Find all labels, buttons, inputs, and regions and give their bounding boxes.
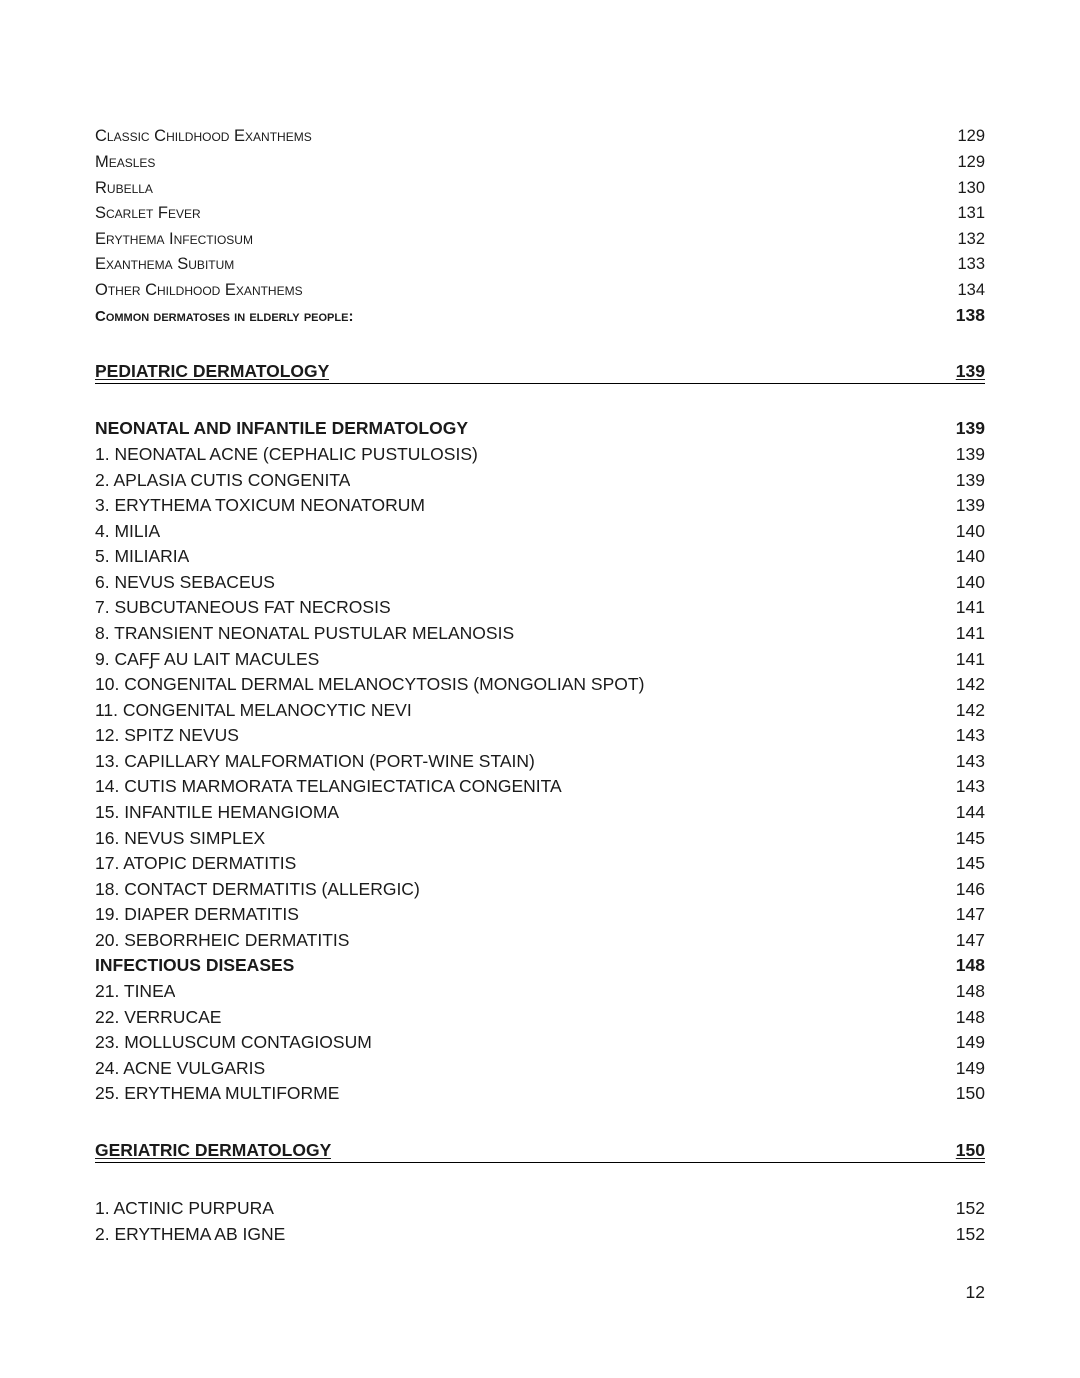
toc-entry-page: 148 xyxy=(955,981,985,1001)
toc-entry xyxy=(95,595,985,619)
toc-entry-label: Scarlet Fever xyxy=(95,204,201,222)
toc-entry-page: 143 xyxy=(955,725,985,745)
toc-entry xyxy=(95,1005,985,1029)
toc-entry-page: 132 xyxy=(957,230,985,248)
toc-entry xyxy=(95,647,985,671)
toc-entry-page: 148 xyxy=(955,1007,985,1027)
toc-entry xyxy=(95,227,985,251)
toc-entry-page: 130 xyxy=(957,179,985,197)
toc-entry xyxy=(95,519,985,543)
toc-entry-label: 20. SEBORRHEIC DERMATITIS xyxy=(95,930,350,950)
toc-section-page: 150 xyxy=(955,1140,985,1160)
toc-entry xyxy=(95,278,985,302)
toc-entry-label: 22. VERRUCAE xyxy=(95,1007,222,1027)
toc-entry-label: 12. SPITZ NEVUS xyxy=(95,725,239,745)
toc-entry-page: 134 xyxy=(957,281,985,299)
toc-entry xyxy=(95,252,985,276)
toc-entry-page: 129 xyxy=(957,153,985,171)
toc-entry-page: 146 xyxy=(955,879,985,899)
toc-entry xyxy=(95,928,985,952)
toc-entry-page: 131 xyxy=(957,204,985,222)
toc-entry-page: 133 xyxy=(957,255,985,273)
toc-entry-label: 11. CONGENITAL MELANOCYTIC NEVI xyxy=(95,700,412,720)
toc-entry-label: 17. ATOPIC DERMATITIS xyxy=(95,853,297,873)
toc-entry xyxy=(95,1030,985,1054)
toc-entry xyxy=(95,150,985,174)
toc-entry xyxy=(95,902,985,926)
toc-section-heading xyxy=(95,1138,985,1163)
toc-entry xyxy=(95,124,985,148)
toc-entry-page: 147 xyxy=(955,930,985,950)
toc-entry-label: 16. NEVUS SIMPLEX xyxy=(95,828,266,848)
toc-entry-label: 18. CONTACT DERMATITIS (ALLERGIC) xyxy=(95,879,420,899)
toc-entry-label: Measles xyxy=(95,153,156,171)
toc-entry-page: 140 xyxy=(955,546,985,566)
toc-entry-page: 141 xyxy=(955,649,985,669)
toc-entry xyxy=(95,621,985,645)
toc-entry-label: Exanthema Subitum xyxy=(95,255,235,273)
toc-entry-page: 142 xyxy=(955,700,985,720)
toc-entry-page: 145 xyxy=(955,853,985,873)
toc-section-title: PEDIATRIC DERMATOLOGY xyxy=(95,361,330,381)
toc-section-title: GERIATRIC DERMATOLOGY xyxy=(95,1140,332,1160)
toc-entry-page: 139 xyxy=(955,470,985,490)
toc-entry xyxy=(95,1056,985,1080)
toc-entry-page: 150 xyxy=(955,1083,985,1103)
toc-entry-label: INFECTIOUS DISEASES xyxy=(95,955,295,975)
toc-entry-label: 14. CUTIS MARMORATA TELANGIECTATICA CONGENITA xyxy=(95,776,562,796)
toc-entry-page: 141 xyxy=(955,597,985,617)
toc-entry xyxy=(95,774,985,798)
toc-subheading xyxy=(95,303,985,327)
toc-entry-label: 23. MOLLUSCUM CONTAGIOSUM xyxy=(95,1032,372,1052)
toc-section-heading xyxy=(95,359,985,384)
toc-entry-page: 140 xyxy=(955,572,985,592)
toc-entry xyxy=(95,1222,985,1246)
toc-entry-page: 144 xyxy=(955,802,985,822)
toc-entry xyxy=(95,468,985,492)
toc-entry xyxy=(95,1081,985,1105)
toc-entry xyxy=(95,800,985,824)
toc-entry xyxy=(95,176,985,200)
toc-entry-label: 19. DIAPER DERMATITIS xyxy=(95,904,299,924)
toc-entry xyxy=(95,877,985,901)
toc-entry-label: 6. NEVUS SEBACEUS xyxy=(95,572,275,592)
toc-entry-label: Other Childhood Exanthems xyxy=(95,281,303,299)
toc-entry-label: 5. MILIARIA xyxy=(95,546,190,566)
toc-entry-label: NEONATAL AND INFANTILE DERMATOLOGY xyxy=(95,418,469,438)
toc-entry xyxy=(95,544,985,568)
toc-entry-page: 140 xyxy=(955,521,985,541)
toc-entry-label: 13. CAPILLARY MALFORMATION (PORT-WINE STAIN) xyxy=(95,751,535,771)
toc-entry xyxy=(95,749,985,773)
toc-entry xyxy=(95,493,985,517)
toc-subheading xyxy=(95,416,985,440)
toc-entry xyxy=(95,826,985,850)
toc-entry-label: 24. ACNE VULGARIS xyxy=(95,1058,266,1078)
toc-entry-label: Erythema Infectiosum xyxy=(95,230,253,248)
toc-entry-label: 21. TINEA xyxy=(95,981,176,1001)
toc-entry-label: Common dermatoses in elderly people: xyxy=(95,308,354,325)
toc-entry xyxy=(95,851,985,875)
toc-entry-label: 3. ERYTHEMA TOXICUM NEONATORUM xyxy=(95,495,425,515)
toc-entry-label: 8. TRANSIENT NEONATAL PUSTULAR MELANOSIS xyxy=(95,623,515,643)
toc-entry-page: 143 xyxy=(955,751,985,771)
toc-entry-page: 142 xyxy=(955,674,985,694)
toc-entry-label: 2. ERYTHEMA AB IGNE xyxy=(95,1224,286,1244)
toc-entry-label: 2. APLASIA CUTIS CONGENITA xyxy=(95,470,351,490)
toc-entry-page: 139 xyxy=(955,418,985,438)
toc-entry-page: 147 xyxy=(955,904,985,924)
toc-entry-page: 143 xyxy=(955,776,985,796)
toc-entry-page: 149 xyxy=(955,1032,985,1052)
toc-entry-page: 141 xyxy=(955,623,985,643)
toc-entry-label: 7. SUBCUTANEOUS FAT NECROSIS xyxy=(95,597,391,617)
toc-entry-page: 149 xyxy=(955,1058,985,1078)
toc-entry-label: Rubella xyxy=(95,179,153,197)
toc-subheading xyxy=(95,953,985,977)
toc-entry xyxy=(95,442,985,466)
toc-entry-label: 15. INFANTILE HEMANGIOMA xyxy=(95,802,340,822)
toc-entry xyxy=(95,723,985,747)
page-number: 12 xyxy=(965,1282,985,1302)
toc-entry-page: 145 xyxy=(955,828,985,848)
toc-entry xyxy=(95,570,985,594)
toc-entry xyxy=(95,1196,985,1220)
toc-entry-page: 139 xyxy=(955,495,985,515)
toc-entry-label: 9. CAFƑ AU LAIT MACULES xyxy=(95,649,320,669)
toc-entry-page: 152 xyxy=(955,1198,985,1218)
toc-entry-label: 25. ERYTHEMA MULTIFORME xyxy=(95,1083,340,1103)
toc-entry-label: 1. NEONATAL ACNE (CEPHALIC PUSTULOSIS) xyxy=(95,444,478,464)
toc-entry xyxy=(95,979,985,1003)
toc-entry-page: 129 xyxy=(957,127,985,145)
toc-entry xyxy=(95,201,985,225)
toc-section-page: 139 xyxy=(955,361,985,381)
toc-entry-label: 4. MILIA xyxy=(95,521,161,541)
toc-entry xyxy=(95,672,985,696)
toc-entry-page: 139 xyxy=(955,444,985,464)
toc-entry-page: 152 xyxy=(955,1224,985,1244)
toc-entry xyxy=(95,698,985,722)
toc-entry-label: Classic Childhood Exanthems xyxy=(95,127,312,145)
toc-entry-label: 1. ACTINIC PURPURA xyxy=(95,1198,274,1218)
toc-entry-page: 148 xyxy=(955,955,985,975)
toc-entry-label: 10. CONGENITAL DERMAL MELANOCYTOSIS (MONGOLIAN SPOT) xyxy=(95,674,645,694)
toc-entry-page: 138 xyxy=(955,305,985,325)
